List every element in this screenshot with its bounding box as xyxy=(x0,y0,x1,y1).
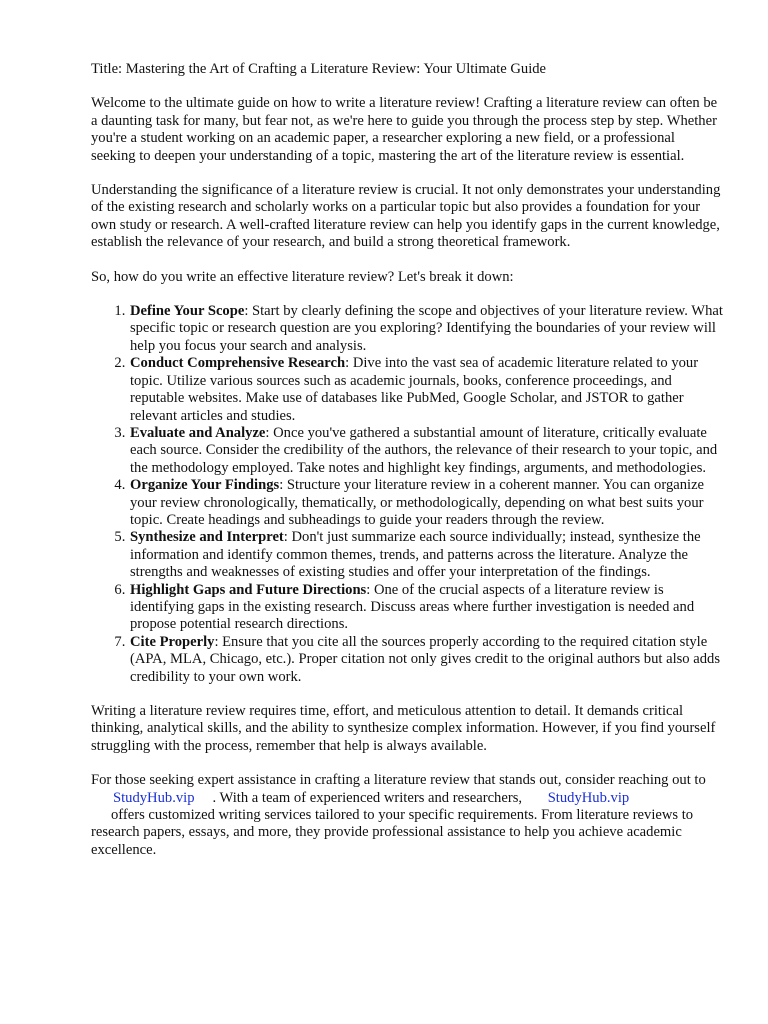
step-text: : Dive into the vast sea of academic literature related to your topic. Utilize various sources such as academic journals, books, conference proceedings, and reputable websites. Make use of databases like PubMed, Google Scholar, and JSTOR to gather relevant articles and studies. xyxy=(130,355,699,424)
step-name: Organize Your Findings xyxy=(130,477,280,494)
step-text: : Don't just summarize each source individually; instead, synthesize the information and identify common themes, trends, and patterns across the literature. Analyze the strengths and weaknesses of existing studies and offer your interpretation of the findings. xyxy=(130,529,701,581)
conclusion-paragraph: Writing a literature review requires time, effort, and meticulous attention to detail. It demands critical thinking, analytical skills, and the ability to synthesize complex information. However, if you find yourself struggling with the process, remember that help is always available. xyxy=(91,703,716,754)
step-item xyxy=(129,529,723,581)
step-text: : Structure your literature review in a coherent manner. You can organize your review chronologically, thematically, or methodologically, depending on what best suits your topic. Create headings and subheadings to guide your readers through the review. xyxy=(130,477,705,528)
step-item xyxy=(129,477,723,529)
step-item xyxy=(129,425,723,477)
step-item xyxy=(129,355,723,425)
step-item xyxy=(129,634,723,686)
promo-text-start: For those seeking expert assistance in crafting a literature review that stands out, consider reaching out to xyxy=(91,772,706,789)
step-text: : Once you've gathered a substantial amount of literature, critically evaluate each source. Consider the credibility of the authors, the relevance of their research to your topic, and the methodology employed. Take notes and highlight key findings, arguments, and methodologies. xyxy=(130,424,718,476)
step-text: : Ensure that you cite all the sources properly according to the required citation style (APA, MLA, Chicago, etc.). Proper citation not only gives credit to the original authors but also adds credibility to your own work. xyxy=(130,633,720,685)
intro-paragraph: Welcome to the ultimate guide on how to write a literature review! Crafting a literature review can often be a daunting task for many, but fear not, as we're here to guide you through the process step by step. Whether you're a student working on an academic paper, a researcher exploring a new field, or a professional seeking to deepen your understanding of a topic, mastering the art of the literature review is essential. xyxy=(91,95,718,164)
steps-list xyxy=(91,303,723,686)
step-name: Cite Properly xyxy=(130,633,215,650)
step-text: : One of the crucial aspects of a literature review is identifying gaps in the existing research. Discuss areas where further investigation is needed and propose potential research directions. xyxy=(130,581,695,633)
document-title: Title: Mastering the Art of Crafting a Literature Review: Your Ultimate Guide xyxy=(91,61,547,77)
promo-text-middle: . With a team of experienced writers and researchers, xyxy=(212,789,523,806)
breakdown-lead-paragraph: So, how do you write an effective literature review? Let's break it down: xyxy=(91,268,514,285)
step-name: Evaluate and Analyze xyxy=(130,424,266,441)
document-page xyxy=(91,61,723,876)
promo-text-end: offers customized writing services tailored to your specific requirements. From literature reviews to research papers, essays, and more, they provide professional assistance to help you achieve academic excellence. xyxy=(91,807,694,858)
step-item xyxy=(129,582,723,634)
step-text: : Start by clearly defining the scope and objectives of your literature review. What specific topic or research question are you exploring? Identifying the boundaries of your review will help you focus your search and analysis. xyxy=(130,303,723,354)
promo-paragraph xyxy=(91,772,723,859)
significance-paragraph: Understanding the significance of a literature review is crucial. It not only demonstrates your understanding of the existing research and scholarly works on a particular topic but also provides a foundation for your own study or research. A well-crafted literature review can help you identify gaps in the current knowledge, establish the relevance of your research, and build a strong theoretical framework. xyxy=(91,182,721,251)
step-name: Conduct Comprehensive Research xyxy=(130,355,346,372)
step-name: Define Your Scope xyxy=(130,303,245,320)
studyhub-link-second[interactable]: StudyHub.vip xyxy=(547,789,630,806)
studyhub-link[interactable]: StudyHub.vip xyxy=(113,789,195,806)
step-name: Highlight Gaps and Future Directions xyxy=(130,581,367,598)
step-item xyxy=(129,303,723,355)
step-name: Synthesize and Interpret xyxy=(130,529,284,546)
